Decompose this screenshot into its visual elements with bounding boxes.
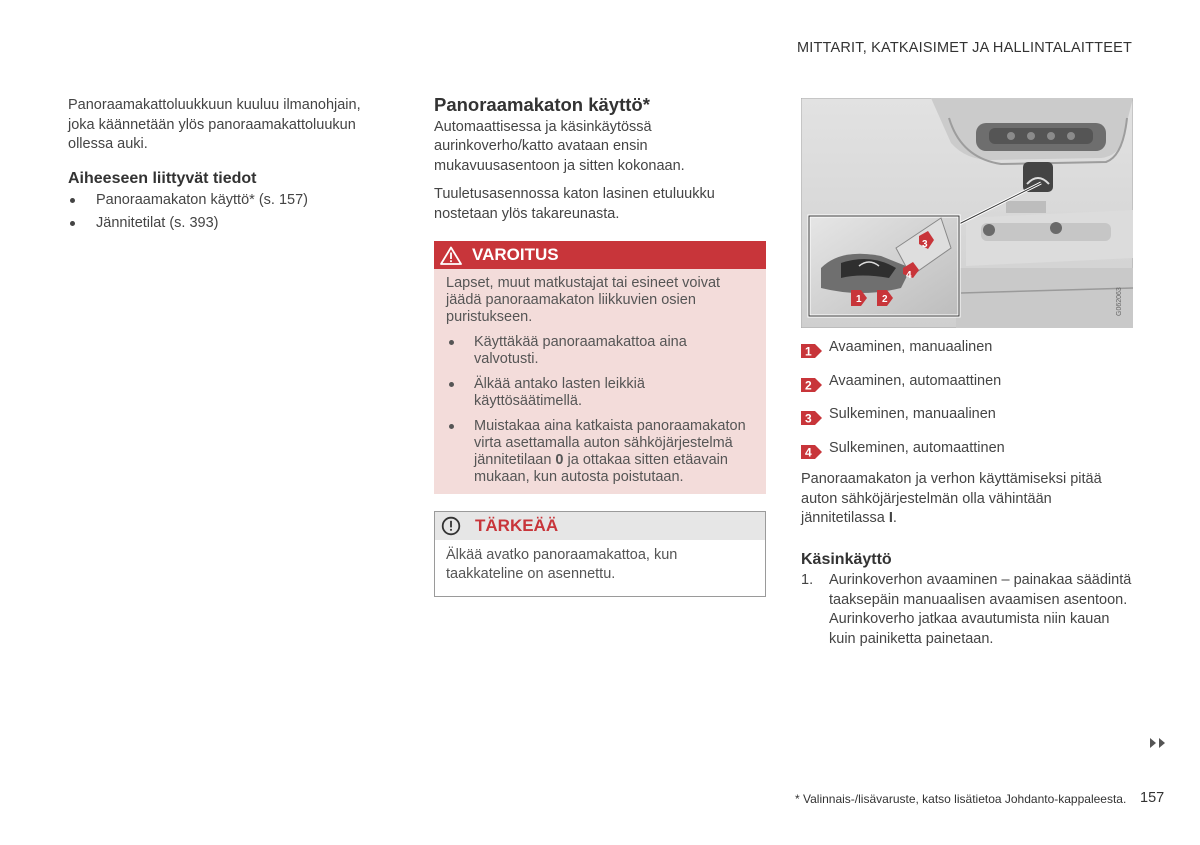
callout-text-1: Avaaminen, manuaalinen	[829, 339, 993, 355]
callout-number-3-icon	[801, 409, 823, 427]
callout-text-3: Sulkeminen, manuaalinen	[829, 406, 996, 422]
warning-header	[434, 241, 766, 269]
related-link-1[interactable]: Panoraamakaton käyttö* (s. 157)	[68, 191, 378, 211]
callout-legend	[801, 338, 1133, 472]
step-1-number: 1.	[801, 572, 814, 588]
svg-text:2: 2	[882, 294, 888, 305]
voltage-mode-0: 0	[555, 452, 564, 468]
step-1-text: Aurinkoverhon avaaminen – painakaa säädintä taaksepäin manuaalisen avaamisen asentoon. Aurinkoverho jatkaa avautumista niin kauan kuin painiketta painetaan.	[829, 572, 1132, 647]
roof-control-illustration	[801, 98, 1133, 328]
callout-item-2	[801, 372, 1133, 406]
svg-text:1: 1	[805, 344, 812, 359]
callout-text-4: Sulkeminen, automaattinen	[829, 439, 1005, 456]
step-1	[801, 571, 1133, 649]
warning-item-3-text-b: ja ottakaa sitten etäavain mukaan, kun autosta poistutaan.	[474, 452, 728, 485]
voltage-requirement-paragraph	[801, 470, 1133, 529]
svg-text:1: 1	[856, 294, 862, 305]
voltage-mode-I: I	[888, 510, 893, 526]
right-column-text	[801, 470, 1133, 649]
next-page-arrows-icon[interactable]	[1149, 737, 1167, 749]
warning-intro: Lapset, muut matkustajat tai esineet voivat jäädä panoraamakaton liikkuvien osien puristukseen.	[446, 275, 721, 325]
manual-steps-list	[801, 571, 1133, 649]
svg-text:3: 3	[922, 239, 928, 250]
voltage-text-b: .	[892, 510, 897, 526]
voltage-text-a: Panoraamakaton ja verhon käyttämiseksi pitää auton sähköjärjestelmän olla vähintään jännitetilassa	[801, 471, 1102, 526]
warning-list	[446, 334, 754, 486]
callout-item-3	[801, 405, 1133, 439]
paragraph-1: Automaattisessa ja käsinkäytössä aurinkoverho/katto avataan ensin mukavuusasentoon ja sitten kokonaan.	[434, 118, 685, 174]
warning-item-3-text-a: Muistakaa aina katkaista panoraamakaton virta asettamalla auton sähköjärjestelmä jännitetilaan	[474, 418, 746, 468]
related-info-heading: Aiheeseen liittyvät tiedot	[68, 169, 257, 187]
callout-number-2-icon	[801, 376, 823, 394]
warning-item-3	[446, 418, 754, 486]
paragraph-2: Tuuletusasennossa katon lasinen etuluukku nostetaan ylös takareunasta.	[434, 186, 715, 222]
svg-text:2: 2	[805, 378, 812, 392]
related-link-2[interactable]: Jännitetilat (s. 393)	[68, 214, 378, 234]
callout-item-4	[801, 439, 1133, 473]
warning-body	[434, 269, 766, 486]
callout-item-1	[801, 338, 1133, 372]
warning-item-2: Älkää antako lasten leikkiä käyttösäätimellä.	[446, 376, 754, 410]
callout-number-4-icon	[801, 443, 823, 461]
footnote: * Valinnais-/lisävaruste, katso lisätietoa Johdanto-kappaleesta.	[795, 792, 1127, 806]
important-box	[434, 511, 766, 597]
important-header	[435, 512, 765, 540]
related-links-list	[68, 191, 378, 233]
section-heading: Panoraamakaton käyttö*	[434, 94, 650, 115]
warning-triangle-icon	[440, 246, 462, 265]
image-code: G062063	[1116, 287, 1123, 316]
page-number: 157	[1140, 790, 1165, 806]
important-text: Älkää avatko panoraamakattoa, kun taakkateline on asennettu.	[446, 547, 678, 582]
svg-text:3: 3	[805, 411, 812, 426]
left-column	[68, 96, 378, 236]
intro-paragraph: Panoraamakattoluukkuun kuuluu ilmanohjain, joka käännetään ylös panoraamakattoluukun ollessa auki.	[68, 97, 361, 152]
section-title: MITTARIT, KATKAISIMET JA HALLINTALAITTEET	[796, 40, 1132, 56]
warning-item-1: Käyttäkää panoraamakattoa aina valvotusti.	[446, 334, 754, 368]
exclamation-circle-icon	[441, 516, 461, 536]
warning-title: VAROITUS	[472, 245, 559, 265]
callout-number-1-icon	[801, 342, 823, 360]
svg-text:4: 4	[906, 270, 912, 281]
important-title: TÄRKEÄÄ	[475, 516, 559, 536]
callout-text-2: Avaaminen, automaattinen	[829, 372, 1002, 389]
warning-box	[434, 241, 766, 494]
svg-text:4: 4	[805, 445, 812, 459]
middle-column	[434, 95, 766, 597]
manual-operation-heading: Käsinkäyttö	[801, 550, 892, 568]
